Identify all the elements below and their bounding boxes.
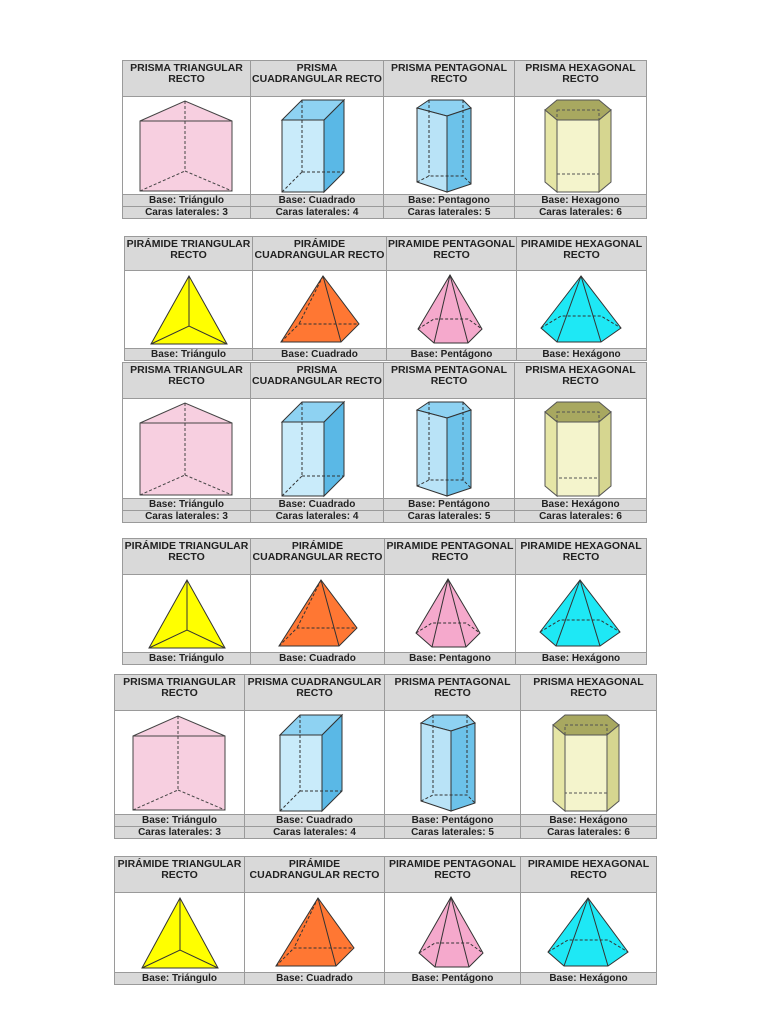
hexagonal-prism-shape	[541, 98, 621, 194]
header-prisma-hexagonal: PRISMA HEXAGONAL RECTO	[515, 61, 647, 97]
caras-label: Caras laterales: 4	[245, 827, 385, 839]
header-piramide-hexagonal: PIRAMIDE HEXAGONAL RECTO	[517, 237, 647, 271]
pentagonal-prism-shape	[413, 713, 493, 813]
base-label: Base: Hexágono	[521, 973, 657, 985]
cell-hexagonal-prism	[515, 97, 647, 195]
header-prisma-pentagonal: PRISMA PENTAGONAL RECTO	[384, 61, 515, 97]
cuadrangular-pyramid-shape	[270, 896, 360, 970]
triangular-pyramid-shape	[147, 274, 231, 346]
header-prisma-cuadrangular: PRISMA CUADRANGULAR RECTO	[251, 363, 384, 399]
header-prisma-triangular: PRISMA TRIANGULAR RECTO	[115, 675, 245, 711]
base-label: Base: Pentágono	[387, 349, 517, 361]
base-label: Base: Hexágono	[516, 653, 647, 665]
cell-hexagonal-pyramid	[517, 271, 647, 349]
header-prisma-hexagonal: PRISMA HEXAGONAL RECTO	[515, 363, 647, 399]
pentagonal-pyramid-shape	[413, 895, 493, 971]
hexagonal-pyramid-shape	[544, 896, 634, 970]
cell-cuadrangular-pyramid	[245, 893, 385, 973]
header-prisma-pentagonal: PRISMA PENTAGONAL RECTO	[384, 363, 515, 399]
header-prisma-pentagonal: PRISMA PENTAGONAL RECTO	[385, 675, 521, 711]
cell-hexagonal-prism	[515, 399, 647, 499]
caras-label: Caras laterales: 5	[384, 207, 515, 219]
header-piramide-pentagonal: PIRAMIDE PENTAGONAL RECTO	[385, 857, 521, 893]
pyramid-table-1	[124, 236, 647, 361]
triangular-prism-shape	[132, 99, 242, 193]
cell-hexagonal-pyramid	[516, 575, 647, 653]
triangular-pyramid-shape	[145, 578, 229, 650]
cuadrangular-pyramid-shape	[273, 578, 363, 650]
pentagonal-prism-shape	[409, 98, 489, 194]
base-label: Base: Cuadrado	[245, 815, 385, 827]
cell-triangular-prism	[115, 711, 245, 815]
hexagonal-pyramid-shape	[536, 578, 626, 650]
caras-label: Caras laterales: 6	[515, 207, 647, 219]
hexagonal-prism-shape	[541, 400, 621, 498]
caras-label: Caras laterales: 6	[515, 511, 647, 523]
base-label: Base: Cuadrado	[251, 499, 384, 511]
base-label: Base: Hexagono	[515, 195, 647, 207]
base-label: Base: Cuadrado	[253, 349, 387, 361]
cell-cuadrangular-prism	[251, 399, 384, 499]
base-label: Base: Triángulo	[115, 973, 245, 985]
cell-triangular-prism	[123, 399, 251, 499]
header-piramide-triangular: PIRÁMIDE TRIANGULAR RECTO	[115, 857, 245, 893]
header-prisma-hexagonal: PRISMA HEXAGONAL RECTO	[521, 675, 657, 711]
base-label: Base: Pentagono	[385, 653, 516, 665]
triangular-pyramid-shape	[138, 896, 222, 970]
pentagonal-pyramid-shape	[412, 273, 492, 347]
cell-triangular-prism	[123, 97, 251, 195]
caras-label: Caras laterales: 4	[251, 207, 384, 219]
cell-cuadrangular-prism	[245, 711, 385, 815]
base-label: Base: Pentagono	[384, 195, 515, 207]
base-label: Base: Cuadrado	[251, 653, 385, 665]
cell-cuadrangular-pyramid	[253, 271, 387, 349]
header-piramide-cuadrangular: PIRÁMIDE CUADRANGULAR RECTO	[253, 237, 387, 271]
base-label: Base: Pentágono	[385, 973, 521, 985]
base-label: Base: Triángulo	[125, 349, 253, 361]
caras-label: Caras laterales: 3	[123, 207, 251, 219]
base-label: Base: Triángulo	[115, 815, 245, 827]
cell-pentagonal-pyramid	[385, 893, 521, 973]
base-label: Base: Hexágono	[517, 349, 647, 361]
header-prisma-cuadrangular: PRISMA CUADRANGULAR RECTO	[251, 61, 384, 97]
hexagonal-pyramid-shape	[537, 274, 627, 346]
header-piramide-triangular: PIRÁMIDE TRIANGULAR RECTO	[125, 237, 253, 271]
header-prisma-triangular: PRISMA TRIANGULAR RECTO	[123, 363, 251, 399]
base-label: Base: Triángulo	[123, 195, 251, 207]
cell-cuadrangular-prism	[251, 97, 384, 195]
prism-table-1	[122, 60, 647, 219]
caras-label: Caras laterales: 3	[115, 827, 245, 839]
pentagonal-prism-shape	[409, 400, 489, 498]
cuadrangular-prism-shape	[270, 713, 360, 813]
base-label: Base: Cuadrado	[245, 973, 385, 985]
base-label: Base: Cuadrado	[251, 195, 384, 207]
header-piramide-pentagonal: PIRAMIDE PENTAGONAL RECTO	[387, 237, 517, 271]
cuadrangular-prism-shape	[272, 98, 362, 194]
cell-hexagonal-pyramid	[521, 893, 657, 973]
prism-table-2	[122, 362, 647, 523]
header-prisma-triangular: PRISMA TRIANGULAR RECTO	[123, 61, 251, 97]
pyramid-table-3	[114, 856, 657, 985]
pentagonal-pyramid-shape	[410, 577, 490, 651]
cell-pentagonal-pyramid	[387, 271, 517, 349]
cell-pentagonal-pyramid	[385, 575, 516, 653]
triangular-prism-shape	[132, 401, 242, 497]
base-label: Base: Triángulo	[123, 653, 251, 665]
caras-label: Caras laterales: 5	[385, 827, 521, 839]
cell-pentagonal-prism	[384, 399, 515, 499]
hexagonal-prism-shape	[549, 713, 629, 813]
cell-triangular-pyramid	[123, 575, 251, 653]
cell-pentagonal-prism	[385, 711, 521, 815]
base-label: Base: Pentágono	[385, 815, 521, 827]
cuadrangular-pyramid-shape	[275, 274, 365, 346]
cuadrangular-prism-shape	[272, 400, 362, 498]
cell-cuadrangular-pyramid	[251, 575, 385, 653]
pyramid-table-2	[122, 538, 647, 665]
header-piramide-hexagonal: PIRAMIDE HEXAGONAL RECTO	[521, 857, 657, 893]
header-piramide-cuadrangular: PIRÁMIDE CUADRANGULAR RECTO	[245, 857, 385, 893]
header-piramide-pentagonal: PIRAMIDE PENTAGONAL RECTO	[385, 539, 516, 575]
triangular-prism-shape	[125, 714, 235, 812]
caras-label: Caras laterales: 6	[521, 827, 657, 839]
cell-triangular-pyramid	[115, 893, 245, 973]
cell-triangular-pyramid	[125, 271, 253, 349]
base-label: Base: Pentágono	[384, 499, 515, 511]
header-piramide-triangular: PIRÁMIDE TRIANGULAR RECTO	[123, 539, 251, 575]
header-prisma-cuadrangular: PRISMA CUADRANGULAR RECTO	[245, 675, 385, 711]
base-label: Base: Hexágono	[515, 499, 647, 511]
cell-hexagonal-prism	[521, 711, 657, 815]
base-label: Base: Triángulo	[123, 499, 251, 511]
header-piramide-cuadrangular: PIRÁMIDE CUADRANGULAR RECTO	[251, 539, 385, 575]
caras-label: Caras laterales: 3	[123, 511, 251, 523]
caras-label: Caras laterales: 5	[384, 511, 515, 523]
base-label: Base: Hexágono	[521, 815, 657, 827]
cell-pentagonal-prism	[384, 97, 515, 195]
caras-label: Caras laterales: 4	[251, 511, 384, 523]
prism-table-3	[114, 674, 657, 839]
header-piramide-hexagonal: PIRAMIDE HEXAGONAL RECTO	[516, 539, 647, 575]
